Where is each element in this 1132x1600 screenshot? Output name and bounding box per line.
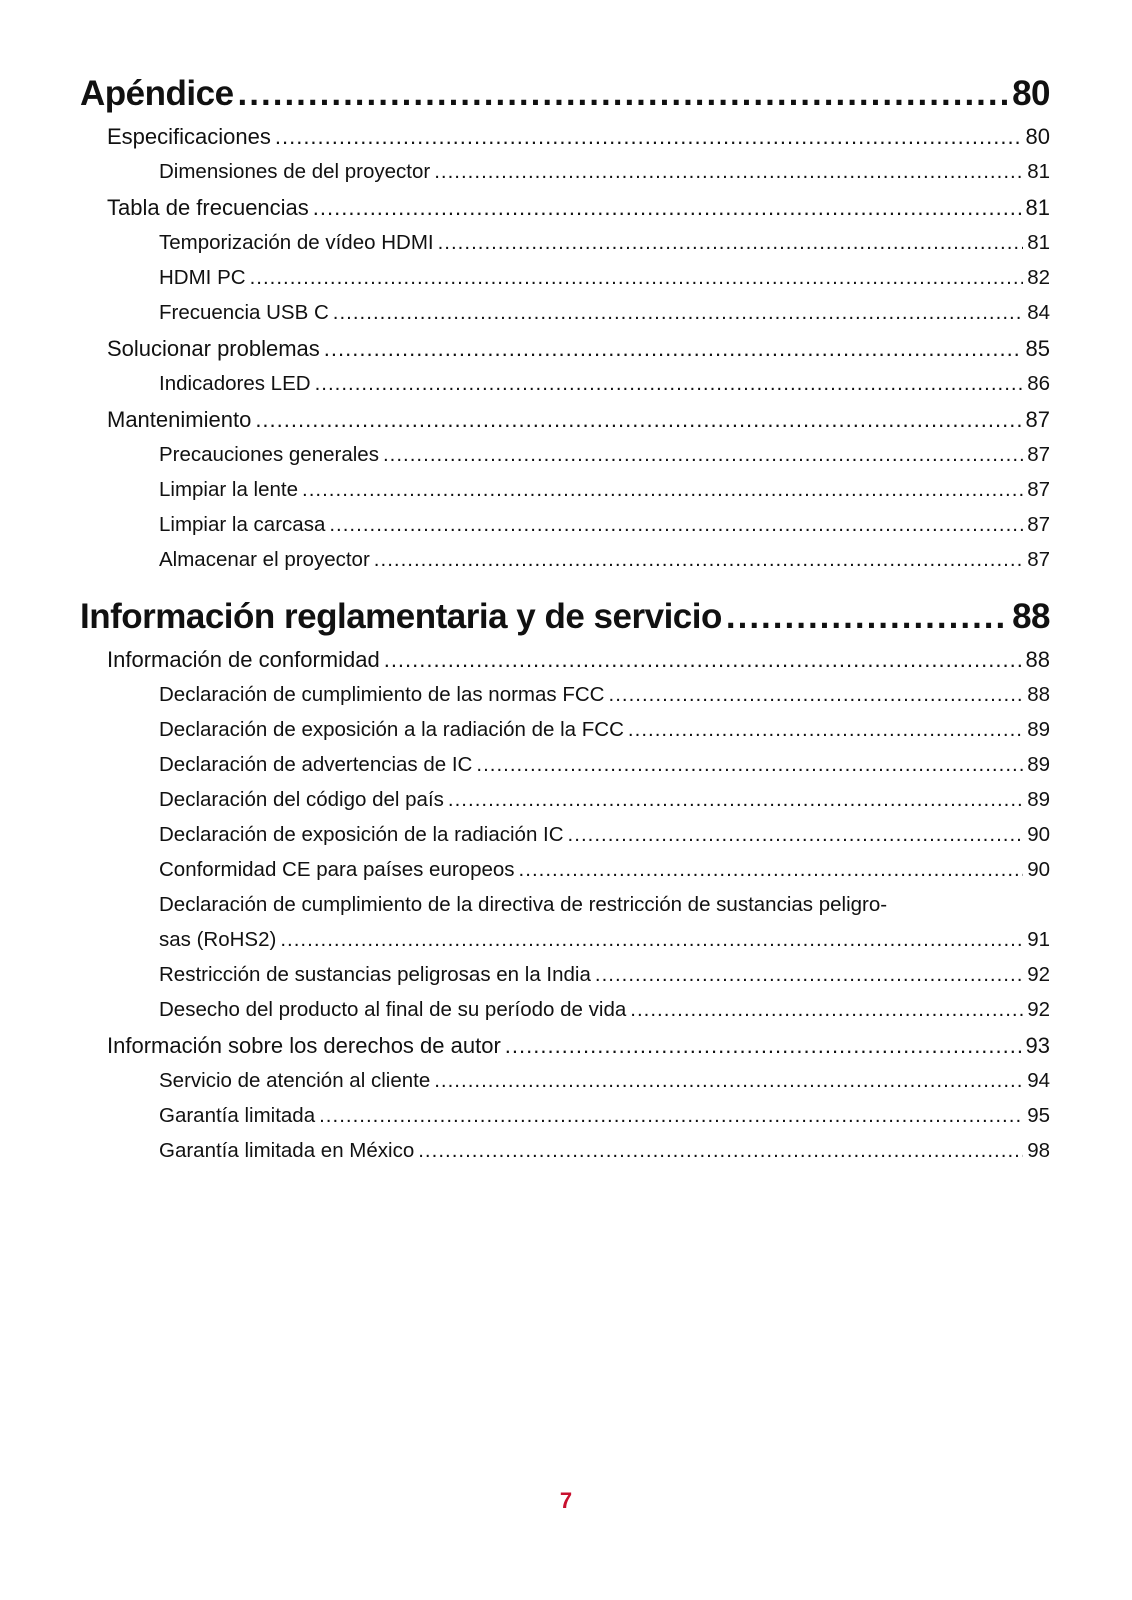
- toc-entry-title: Solucionar problemas: [107, 336, 320, 361]
- toc-subentry-title: Servicio de atención al cliente: [159, 1069, 431, 1092]
- toc-subentry[interactable]: [80, 788, 1050, 823]
- dot-leader: [609, 683, 1024, 707]
- table-of-contents: [80, 72, 1050, 1174]
- toc-entry[interactable]: [80, 336, 1050, 372]
- toc-subentry-title: Declaración de advertencias de IC: [159, 753, 473, 776]
- toc-page-number: 88: [1025, 647, 1050, 672]
- toc-subentry[interactable]: [80, 372, 1050, 407]
- section-gap: [80, 583, 1050, 595]
- toc-page-number: 88: [1027, 683, 1050, 706]
- dot-leader: [595, 963, 1023, 987]
- toc-page-number: 87: [1027, 548, 1050, 571]
- toc-page-number: 80: [1025, 124, 1050, 149]
- toc-subentry-title: Almacenar el proyector: [159, 548, 370, 571]
- toc-subentry-title: Frecuencia USB C: [159, 301, 329, 324]
- toc-subentry[interactable]: [80, 718, 1050, 753]
- toc-subentry[interactable]: [80, 1069, 1050, 1104]
- dot-leader: [384, 647, 1022, 673]
- dot-leader: [383, 443, 1023, 467]
- dot-leader: [374, 548, 1023, 572]
- dot-leader: [329, 513, 1023, 537]
- toc-chapter-title: Información reglamentaria y de servicio: [80, 597, 722, 636]
- toc-subentry-title-line1: Declaración de cumplimiento de la directiva de restricción de sustancias peligro-: [159, 893, 888, 916]
- dot-leader: [568, 823, 1024, 847]
- toc-subentry-title: Declaración del código del país: [159, 788, 444, 811]
- toc-page-number: 92: [1027, 998, 1050, 1021]
- toc-subentry[interactable]: [80, 858, 1050, 893]
- toc-subentry[interactable]: [80, 998, 1050, 1033]
- toc-subentry-wrapped[interactable]: [80, 893, 1050, 963]
- toc-entry[interactable]: [80, 124, 1050, 160]
- toc-subentry-title-line2: sas (RoHS2): [159, 928, 277, 951]
- toc-entry[interactable]: [80, 407, 1050, 443]
- toc-subentry[interactable]: [80, 548, 1050, 583]
- toc-subentry-title: Temporización de vídeo HDMI: [159, 231, 434, 254]
- dot-leader: [238, 74, 1009, 114]
- toc-subentry-title: Declaración de exposición de la radiación IC: [159, 823, 564, 846]
- toc-page-number: 81: [1027, 231, 1050, 254]
- toc-page-number: 90: [1027, 858, 1050, 881]
- toc-page-number: 82: [1027, 266, 1050, 289]
- dot-leader: [280, 928, 1023, 952]
- toc-entry[interactable]: [80, 195, 1050, 231]
- toc-subentry[interactable]: [80, 683, 1050, 718]
- toc-subentry-title: Conformidad CE para países europeos: [159, 858, 515, 881]
- toc-entry-title: Mantenimiento: [107, 407, 252, 432]
- toc-subentry[interactable]: [80, 1139, 1050, 1174]
- toc-page-number: 88: [1012, 597, 1050, 636]
- toc-entry-title: Información sobre los derechos de autor: [107, 1033, 501, 1058]
- toc-subentry-line2: [159, 928, 1050, 963]
- page-number: 7: [559, 1488, 573, 1513]
- toc-chapter-regulatory[interactable]: [80, 597, 1050, 647]
- dot-leader: [324, 336, 1022, 362]
- toc-subentry[interactable]: [80, 301, 1050, 336]
- dot-leader: [726, 597, 1008, 637]
- toc-subentry-title: Garantía limitada en México: [159, 1139, 415, 1162]
- toc-entry[interactable]: [80, 647, 1050, 683]
- toc-page-number: 85: [1025, 336, 1050, 361]
- dot-leader: [438, 231, 1024, 255]
- toc-entry-title: Información de conformidad: [107, 647, 380, 672]
- toc-subentry-title: Declaración de cumplimiento de las normas FCC: [159, 683, 605, 706]
- dot-leader: [275, 124, 1022, 150]
- toc-page-number: 89: [1027, 718, 1050, 741]
- toc-subentry-title: Limpiar la lente: [159, 478, 299, 501]
- toc-page-number: 80: [1012, 74, 1050, 113]
- toc-page-number: 87: [1025, 407, 1050, 432]
- toc-subentry-title: Limpiar la carcasa: [159, 513, 326, 536]
- toc-page-number: 81: [1025, 195, 1050, 220]
- dot-leader: [630, 998, 1023, 1022]
- toc-page-number: 90: [1027, 823, 1050, 846]
- toc-subentry-title: Dimensiones de del proyector: [159, 160, 431, 183]
- toc-page-number: 86: [1027, 372, 1050, 395]
- dot-leader: [250, 266, 1024, 290]
- toc-subentry-title: Garantía limitada: [159, 1104, 316, 1127]
- dot-leader: [434, 1069, 1023, 1093]
- toc-page-number: 81: [1027, 160, 1050, 183]
- toc-subentry-title: HDMI PC: [159, 266, 246, 289]
- toc-subentry[interactable]: [80, 266, 1050, 301]
- toc-subentry[interactable]: [80, 231, 1050, 266]
- toc-subentry-title: Precauciones generales: [159, 443, 379, 466]
- dot-leader: [418, 1139, 1023, 1163]
- toc-entry-title: Tabla de frecuencias: [107, 195, 309, 220]
- toc-page-number: 98: [1027, 1139, 1050, 1162]
- toc-page-number: 93: [1025, 1033, 1050, 1058]
- toc-chapter-appendix[interactable]: [80, 74, 1050, 124]
- toc-page-number: 84: [1027, 301, 1050, 324]
- toc-entry-title: Especificaciones: [107, 124, 271, 149]
- dot-leader: [319, 1104, 1023, 1128]
- toc-page-number: 87: [1027, 443, 1050, 466]
- dot-leader: [476, 753, 1023, 777]
- toc-page-number: 89: [1027, 788, 1050, 811]
- toc-subentry-title: Desecho del producto al final de su período de vida: [159, 998, 627, 1021]
- dot-leader: [315, 372, 1024, 396]
- dot-leader: [434, 160, 1023, 184]
- toc-subentry[interactable]: [80, 753, 1050, 788]
- toc-chapter-title: Apéndice: [80, 74, 234, 113]
- toc-page-number: 89: [1027, 753, 1050, 776]
- dot-leader: [313, 195, 1022, 221]
- toc-page-number: 87: [1027, 478, 1050, 501]
- toc-subentry[interactable]: [80, 823, 1050, 858]
- dot-leader: [333, 301, 1023, 325]
- toc-subentry[interactable]: [80, 963, 1050, 998]
- toc-entry[interactable]: [80, 1033, 1050, 1069]
- toc-page-number: 91: [1027, 928, 1050, 951]
- toc-subentry[interactable]: [80, 1104, 1050, 1139]
- toc-subentry-title: Restricción de sustancias peligrosas en la India: [159, 963, 591, 986]
- dot-leader: [255, 407, 1021, 433]
- toc-page-number: 94: [1027, 1069, 1050, 1092]
- toc-page-number: 92: [1027, 963, 1050, 986]
- toc-page-number: 95: [1027, 1104, 1050, 1127]
- toc-subentry[interactable]: [80, 478, 1050, 513]
- dot-leader: [628, 718, 1023, 742]
- dot-leader: [519, 858, 1024, 882]
- toc-page-number: 87: [1027, 513, 1050, 536]
- toc-subentry-title: Declaración de exposición a la radiación de la FCC: [159, 718, 624, 741]
- dot-leader: [505, 1033, 1022, 1059]
- dot-leader: [448, 788, 1023, 812]
- toc-subentry[interactable]: [80, 160, 1050, 195]
- dot-leader: [302, 478, 1023, 502]
- toc-subentry-title: Indicadores LED: [159, 372, 311, 395]
- toc-subentry[interactable]: [80, 443, 1050, 478]
- toc-subentry[interactable]: [80, 513, 1050, 548]
